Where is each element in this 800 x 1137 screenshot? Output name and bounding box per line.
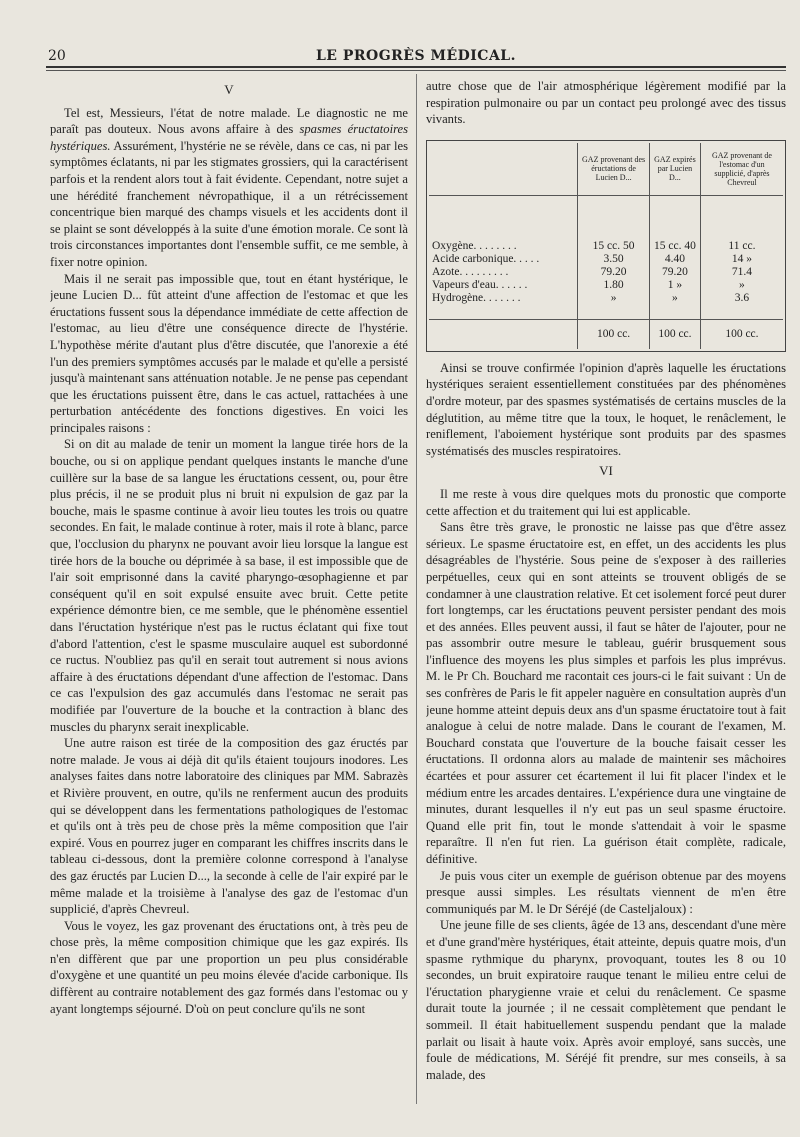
table-cell-gas: Acide carbonique. . . . . — [432, 252, 540, 265]
table-row — [429, 253, 783, 266]
table-header-eructation: GAZ provenant des éructations de Lucien D... — [578, 143, 650, 196]
table-spacer-cell — [650, 305, 701, 320]
table-cell: 3.6 — [700, 292, 783, 305]
section-heading-vi: VI — [599, 463, 613, 479]
table-header-blank — [429, 143, 578, 196]
paragraph-case: Une jeune fille de ses clients, âgée de 13 ans, descendant d'une mère et d'une grand'mère hystériques, était atteinte, depuis quatre mois, d'un spasme rythmique du pharynx, provoquant, toutes les 8 ou 10 secondes, un bruit expiratoire rauque tenant le milieu entre celui de l'éructation pharygienne vraie et celui du renâclement. Ce spasme durait toute la journée ; il ne cessait complètement que pendant le sommeil. Il était habituellement suspendu pendant que la malade parlait ou lisait à haute voix. Après avoir employé, sans succès, une foule de médications, M. Séréjé fit prendre, sur mes conseils, à sa malade, des — [426, 918, 786, 1082]
table-total-cell: 100 cc. — [700, 319, 783, 349]
paragraph-experiment: Si on dit au malade de tenir un moment la langue tirée hors de la bouche, ou si on applique pendant quelques instants le manche d'une cuillère sur la base de sa langue les éructations cessent, ou, pour être plus précis, il ne se produit plus ni bruit ni expulsion de gaz par la bouche, mais le spasme continue à avoir lieu toutes les trois ou quatre secondes. En fait, le malade continue à roter, mais il rote à blanc, parce que, l'occlusion du pharynx ne pouvant avoir lieu lorsque la langue est tirée hors de la bouche ou déprimée à sa base, il est impossible que de l'air soit emprisonné dans la cavité pharyngo-œsophagienne et par conséquent qu'il en soit expulsé ensuite avec bruit. Cette petite expérience démontre bien, ce me semble, que le phénomène essentiel dans l'éructation hystérique n'est pas le ructus éclatant qui fixe tout d'abord l'attention, c'est le spasme musculaire auquel est subordonné ce ructus. N'oubliez pas qu'il en serait tout autrement si nous avions affaire à des éructations dépendant d'une affection de l'estomac. Dans ce cas l'expulsion des gaz accumulés dans l'estomac ne serait pas modifiée par l'ouverture de la bouche et la contraction à blanc des muscles du pharynx serait inexplicable. — [50, 437, 408, 734]
table-cell: 15 cc. 40 — [650, 195, 701, 253]
table-spacer-row — [429, 305, 783, 320]
table-cell: 1 » — [650, 279, 701, 292]
table-row — [429, 266, 783, 279]
paragraph-prognosis-intro: Il me reste à vous dire quelques mots du pronostic que comporte cette affection et du traitement qui lui est applicable. — [426, 486, 786, 518]
table-cell-gas: Hydrogène. . . . . . . — [432, 291, 521, 304]
table-row — [429, 279, 783, 292]
header-rule-thick — [46, 66, 786, 68]
section-heading-v: V — [224, 82, 234, 97]
table-cell: 1.80 — [578, 279, 650, 292]
right-column — [426, 78, 786, 1123]
table-total-row — [429, 319, 783, 349]
table-cell: 79.20 — [578, 266, 650, 279]
table-row — [429, 292, 783, 305]
left-column — [50, 78, 408, 1123]
table-cell: » — [578, 292, 650, 305]
table-spacer-cell — [700, 305, 783, 320]
table-cell-gas: Oxygène. . . . . . . . — [432, 239, 517, 252]
paragraph-diagnosis — [50, 105, 408, 271]
table-cell: » — [700, 279, 783, 292]
table-header-expired: GAZ expirés par Lucien D... — [650, 143, 701, 196]
table-cell: 3.50 — [578, 253, 650, 266]
table-cell: 79.20 — [650, 266, 701, 279]
running-title: LE PROGRÈS MÉDICAL. — [315, 48, 517, 64]
table-spacer-cell — [578, 305, 650, 320]
table-cell: 15 cc. 50 — [578, 195, 650, 253]
paragraph-text: Tel est, Messieurs, l'état de notre malade. Le diagnostic ne me paraît pas douteux. Nous avons affaire à des — [50, 105, 408, 137]
paragraph-continuation: autre chose que de l'air atmosphérique légèrement modifié par la respiration pulmonaire ou par un contact peu prolongé avec des tissus vivants. — [426, 79, 786, 127]
page-number: 20 — [48, 48, 66, 64]
paragraph-hypothesis: Mais il ne serait pas impossible que, tout en étant hystérique, le jeune Lucien D... fût atteint d'une affection de l'estomac et que les éructations fussent sous la dépendance immédiate de cette affection de l'estomac, au lieu d'être une conséquence directe de l'hystérie. L'hypothèse mérite d'autant plus d'être discutée, que l'anorexie a été l'un des premiers symptômes accusés par le malade et qu'elle a persisté jusqu'à maintenant sans atténuation notable. Je ne pense pas cependant que les éructations puissent être, dans le cas actuel, rattachées à une perturbation antécédente des fonctions digestives. En voici les principales raisons : — [50, 271, 408, 435]
table-cell: 71.4 — [700, 266, 783, 279]
paragraph-conclusion: Ainsi se trouve confirmée l'opinion d'après laquelle les éructations hystériques seraient essentiellement constituées par des phénomènes d'ordre moteur, par des spasmes systématisés de certains muscles de la déglutition, au même titre que la toux, le hoquet, le renâclement, le reniflement, l'aboiement hystérique sont produits par des spasmes systématisés des muscles respiratoires. — [426, 360, 786, 458]
gas-analysis-table — [426, 140, 786, 352]
paragraph-example: Je puis vous citer un exemple de guérison obtenue par des moyens presque aussi simples. Les résultats viennent de m'en être communiqués par M. le Dr Séréjé (de Casteljaloux) : — [426, 868, 786, 916]
table-cell: 4.40 — [650, 253, 701, 266]
table-cell-gas: Vapeurs d'eau. . . . . . — [432, 278, 528, 291]
paragraph-text: Assurément, l'hystérie ne se révèle, dans ce cas, ni par les symptômes éclatants, ni par les stigmates grossiers, qui la caractérisent parfois et la rendent alors tout à fait évidente. Cependant, notre sujet a une hérédité franchement névropathique, il a un rétrécissement concentrique bien marqué des champs visuels et les accidents dont il se plaint se sont développés à la suite d'une émotion morale. Ce sont là trois circonstances importantes dont l'ensemble suffit, ce me semble, à fixer notre opinion. — [50, 138, 408, 269]
table-cell: 11 cc. — [700, 195, 783, 253]
header-rule-thin — [46, 70, 786, 71]
table-total-cell: 100 cc. — [578, 319, 650, 349]
paragraph-gas-composition: Une autre raison est tirée de la composition des gaz éructés par notre malade. Je vous ai déjà dit qu'ils étaient toujours inodores. Les analyses faites dans notre laboratoire des cliniques par MM. Sabrazès et Rivière prouvent, en outre, qu'ils ne renferment aucun des produits qui se développent dans les fermentations pathologiques de l'estomac et qu'ils ont à très peu de chose près la même composition que l'air expiré. Vous en pourrez juger en comparant les chiffres inscrits dans le tableau ci-dessous, dont la première colonne correspond à l'analyse des gaz éructés par Lucien D..., la seconde à celle de l'air expiré par le même malade et la troisième à l'analyse des gaz de l'estomac d'un supplicié, d'après Chevreul. — [50, 736, 408, 917]
table-spacer-cell — [429, 305, 578, 320]
table-cell: » — [650, 292, 701, 305]
paragraph-prognosis: Sans être très grave, le pronostic ne laisse pas que d'être assez sérieux. Le spasme éructatoire est, en effet, un des accidents les plus désagréables de l'hystérie. Sous peine de s'exposer à des railleries perpétuelles, ceux qui en sont atteints se trouvent obligés de se condamner à une claustration relative. Et cet isolement forcé peut durer fort longtemps, car les éructations peuvent persister pendant des mois et des années. Elles peuvent aussi, il faut se hâter de l'ajouter, pour ne pas assombrir outre mesure le tableau, guérir brusquement sous l'influence des moyens les plus simples et parfois les plus imprévus. M. le Pr Ch. Bouchard me racontait ces jours-ci le fait suivant : Un de ses confrères de Paris le fit appeler naguère en consultation auprès d'un jeune homme atteint depuis deux ans d'un spasme éructatoire tout à fait analogue à celui de notre malade. Dans le courant de l'examen, M. Bouchard constata que l'ouverture de la bouche faisait cesser les éructations. Il ordonna alors au malade de maintenir ses mâchoires écartées et pour assurer cet écartement il lui fit placer l'index et le médium entre les arcades dentaires. L'expérience dura une vingtaine de minutes, durant lesquelles il n'y eut pas un seul spasme éructoire. Quand elle prit fin, tout le monde s'attendait à voir le spasme reparaître. Il n'en fut rien. La guérison était complète, radicale, définitive. — [426, 520, 786, 866]
column-divider — [416, 74, 417, 1104]
table-cell: 14 » — [700, 253, 783, 266]
table-total-label — [429, 319, 578, 349]
italic-term: spasmes éructatoires hystériques. — [50, 122, 408, 153]
paragraph-comparison: Vous le voyez, les gaz provenant des éructations ont, à très peu de chose près, la même composition chimique que les gaz expirés. Ils n'en diffèrent que par une proportion un peu plus considérable d'oxygène et une quantité un peu moins élevée d'acide carbonique. Ils diffèrent au contraire notablement des gaz formés dans l'estomac ou y ayant longtemps séjourné. D'où on peut conclure qu'ils ne sont — [50, 918, 408, 1016]
table-row — [429, 195, 783, 253]
table-total-cell: 100 cc. — [650, 319, 701, 349]
table-header-stomach: GAZ provenant de l'estomac d'un supplicié, d'après Chevreul — [700, 143, 783, 196]
table-cell-gas: Azote. . . . . . . . . — [432, 265, 509, 278]
